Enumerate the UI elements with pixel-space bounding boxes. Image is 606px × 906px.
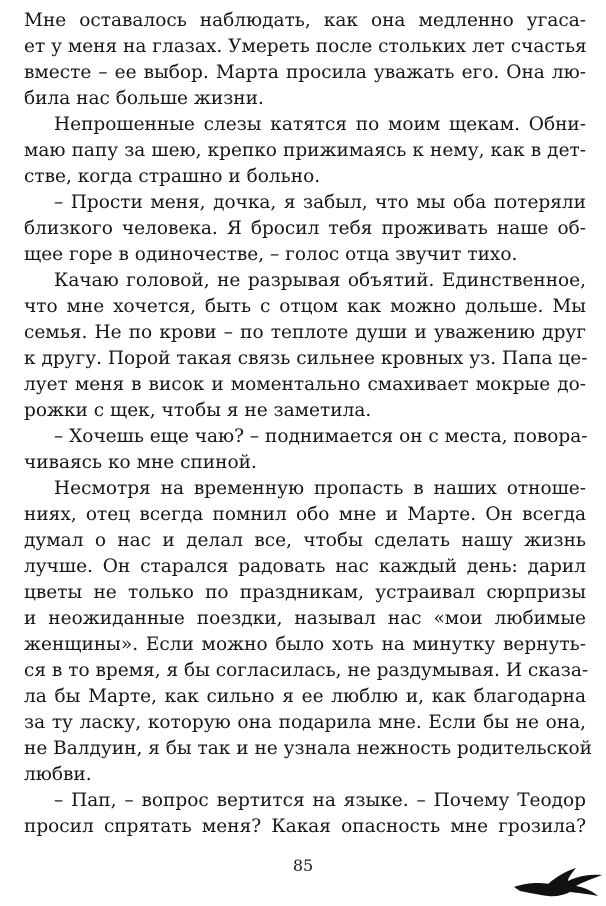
text-line: близкого человека. Я бросил тебя проживать наше об- <box>24 218 586 239</box>
text-line: не Валдуин, я бы так и не узнала нежность родительской <box>24 738 593 759</box>
text-line: стве, когда страшно и больно. <box>24 166 321 187</box>
text-line: ниях, отец всегда помнил обо мне и Марте. Он всегда <box>24 504 586 525</box>
text-line: – Пап, – вопрос вертится на языке. – Почему Теодор <box>54 790 586 811</box>
text-line: чиваясь ко мне спиной. <box>24 452 257 473</box>
text-line: била нас больше жизни. <box>24 88 264 109</box>
book-text <box>24 8 593 840</box>
text-line: – Прости меня, дочка, я забыл, что мы оба потеряли <box>54 192 586 213</box>
text-line: – Хочешь еще чаю? – поднимается он с места, повора- <box>54 426 588 447</box>
page-number: 85 <box>292 856 314 875</box>
text-line: за ту ласку, которую она подарила мне. Если бы не она, <box>24 712 586 733</box>
text-line: Мне оставалось наблюдать, как она медленно угаса- <box>24 10 586 31</box>
text-line: Непрошенные слезы катятся по моим щекам. Обни- <box>54 114 586 135</box>
text-line: женщины». Если можно было хоть на минутку вернуть- <box>24 634 586 655</box>
dragon-icon <box>512 860 604 900</box>
text-line: Несмотря на временную пропасть в наших отноше- <box>54 478 586 499</box>
text-line: лучше. Он старался радовать нас каждый день: дарил <box>24 556 586 577</box>
text-line: и неожиданные поездки, называл нас «мои любимые <box>24 608 586 629</box>
text-line: семья. Не по крови – по теплоте души и уважению друг <box>24 322 586 343</box>
text-line: ла бы Марте, как сильно я ее люблю и, как благодарна <box>24 686 586 707</box>
text-line: ся в то время, я бы согласилась, не раздумывая. И сказа- <box>24 660 589 681</box>
text-line: цветы не только по праздникам, устраивал сюрпризы <box>24 582 586 603</box>
text-line: любви. <box>24 764 92 785</box>
text-line: Качаю головой, не разрывая объятий. Единственное, <box>54 270 586 291</box>
text-line: просил спрятать меня? Какая опасность мне грозила? <box>24 816 586 837</box>
text-line: к другу. Порой такая связь сильнее кровных уз. Папа це- <box>24 348 588 369</box>
text-line: что мне хочется, быть с отцом как можно дольше. Мы <box>24 296 586 317</box>
text-line: щее горе в одиночестве, – голос отца звучит тихо. <box>24 244 518 265</box>
text-line: вместе – ее выбор. Марта просила уважать его. Она лю- <box>24 62 586 83</box>
text-line: рожки с щек, чтобы я не заметила. <box>24 400 372 421</box>
text-line: лует меня в висок и моментально смахивает мокрые до- <box>24 374 586 395</box>
text-line: маю папу за шею, крепко прижимаясь к нему, как в дет- <box>24 140 586 161</box>
text-line: ет у меня на глазах. Умереть после стольких лет счастья <box>24 36 587 57</box>
text-line: думал о нас и делал все, чтобы сделать нашу жизнь <box>24 530 586 551</box>
